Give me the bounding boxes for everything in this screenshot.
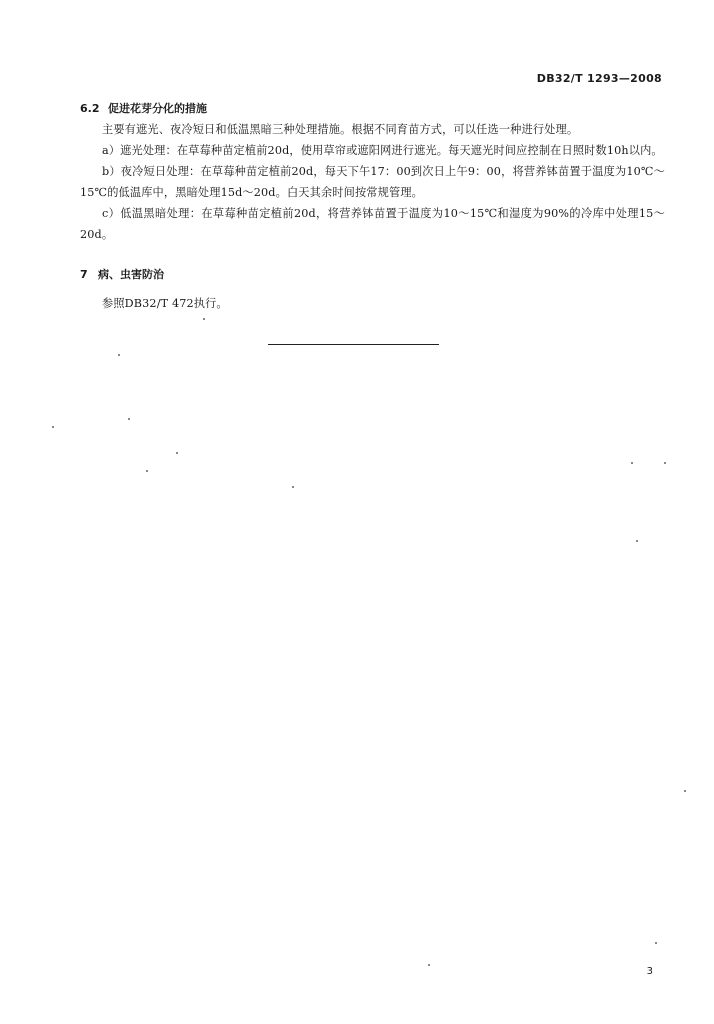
scan-speck xyxy=(684,790,686,792)
scan-speck xyxy=(631,462,633,464)
section-title: 促进花芽分化的措施 xyxy=(108,102,207,115)
section-7 xyxy=(80,264,665,314)
section-6-2 xyxy=(80,98,665,245)
scan-speck xyxy=(146,470,148,472)
section-title: 病、虫害防治 xyxy=(98,268,164,281)
scan-speck xyxy=(636,540,638,542)
end-rule xyxy=(268,344,439,345)
section-heading xyxy=(80,264,665,285)
intro-paragraph: 主要有遮光、夜冷短日和低温黑暗三种处理措施。根据不同育苗方式，可以任选一种进行处理。 xyxy=(102,123,579,136)
scan-speck xyxy=(428,964,430,966)
item-c-paragraph: c）低温黑暗处理：在草莓种苗定植前20d，将营养钵苗置于温度为10～15℃和湿度为90%的冷库中处理15～20d。 xyxy=(80,207,665,241)
item-b-paragraph: b）夜冷短日处理：在草莓种苗定植前20d，每天下午17：00到次日上午9：00，将营养钵苗置于温度为10℃～15℃的低温库中，黑暗处理15d～20d。白天其余时间按常规管理。 xyxy=(80,165,665,199)
scan-speck xyxy=(118,354,120,356)
section-7-paragraph: 参照DB32/T 472执行。 xyxy=(102,297,228,310)
document-code: DB32/T 1293—2008 xyxy=(536,72,662,85)
section-number: 6.2 xyxy=(80,102,100,115)
scan-speck xyxy=(292,486,294,488)
section-heading xyxy=(80,98,665,119)
scan-speck xyxy=(655,942,657,944)
scan-speck xyxy=(176,452,178,454)
scan-speck xyxy=(664,462,666,464)
scan-speck xyxy=(128,418,130,420)
item-a-paragraph: a）遮光处理：在草莓种苗定植前20d，使用草帘或遮阳网进行遮光。每天遮光时间应控制在日照时数10h以内。 xyxy=(102,144,663,157)
scan-speck xyxy=(203,318,205,320)
page-number: 3 xyxy=(646,966,653,977)
section-number: 7 xyxy=(80,268,88,281)
scan-speck xyxy=(52,426,54,428)
